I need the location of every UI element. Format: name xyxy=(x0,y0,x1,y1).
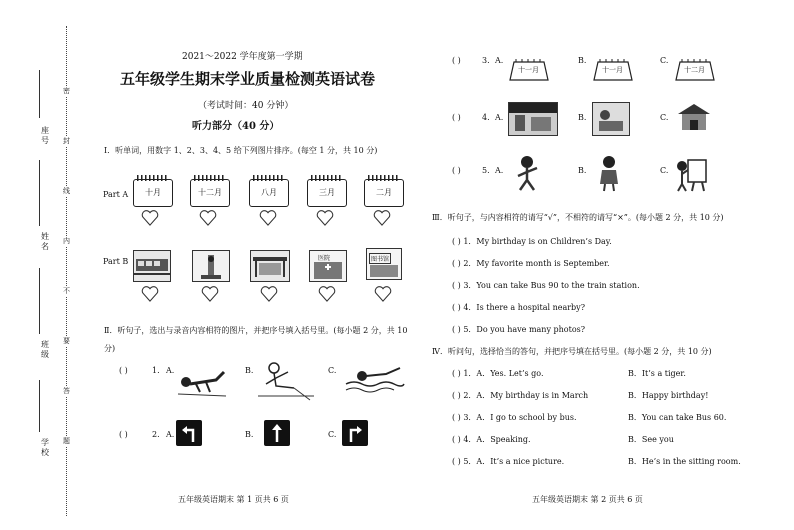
option-b-label: B. xyxy=(245,430,254,439)
heart-answer-box[interactable] xyxy=(316,210,334,226)
calendar-month: 十一月 xyxy=(602,66,623,74)
part1-instruction: Ⅰ．听单词，用数字 1、2、3、4、5 给下列图片排序。(每空 1 分，共 10 分) xyxy=(104,146,378,155)
option-c-label: C. xyxy=(660,166,669,175)
question-number: 3. xyxy=(482,56,490,65)
option-b-label: B. xyxy=(578,166,587,175)
answer-paren[interactable]: ( ) xyxy=(452,56,461,65)
go-straight-sign xyxy=(264,420,290,446)
seal-char: 线 xyxy=(63,187,70,195)
heart-answer-box[interactable] xyxy=(201,286,219,302)
school-label: 学校 xyxy=(41,438,49,457)
question-number: 5. xyxy=(482,166,490,175)
partA-label: Part A xyxy=(103,190,129,199)
seal-char: 密 xyxy=(63,87,70,95)
option-c-label: C. xyxy=(328,430,337,439)
turn-right-sign xyxy=(342,420,368,446)
option-b-label: B. xyxy=(578,56,587,65)
heart-answer-box[interactable] xyxy=(374,286,392,302)
part4-option-b[interactable]: B．It’s a tiger. xyxy=(628,369,686,378)
option-a-label: A. xyxy=(166,430,175,439)
heart-answer-box[interactable] xyxy=(199,210,217,226)
hospital-picture xyxy=(309,250,347,282)
library-picture xyxy=(366,248,402,280)
calendar-icon xyxy=(249,179,289,207)
calendar-month: 十二月 xyxy=(198,188,222,197)
page-title: 五年级学生期末学业质量检测英语试卷 xyxy=(120,70,376,88)
library-sign: 图书馆 xyxy=(369,253,391,264)
turn-left-icon xyxy=(176,420,202,446)
straight-arrow-icon xyxy=(264,420,290,446)
option-b-label: B. xyxy=(578,113,587,122)
calendar-icon xyxy=(133,179,173,207)
option-c-label: C. xyxy=(660,113,669,122)
person-lying-picture xyxy=(176,362,228,400)
heart-answer-box[interactable] xyxy=(318,286,336,302)
option-a-label: A. xyxy=(495,166,504,175)
hospital-sign: 医院 xyxy=(318,255,331,262)
seal-char: 答 xyxy=(63,387,70,395)
part4-option-b[interactable]: B．He’s in the sitting room. xyxy=(628,457,741,466)
calendar-month: 三月 xyxy=(319,188,335,197)
bus-stop-picture xyxy=(250,250,290,282)
partB-label: Part B xyxy=(103,257,129,266)
part3-item[interactable]: ( ) 1．My birthday is on Children’s Day. xyxy=(452,237,612,246)
heart-answer-box[interactable] xyxy=(260,286,278,302)
classroom-picture xyxy=(592,102,630,136)
heart-answer-box[interactable] xyxy=(141,210,159,226)
seal-char: 封 xyxy=(63,137,70,145)
exam-time: （考试时间：40 分钟） xyxy=(198,101,294,111)
option-a-label: A. xyxy=(495,113,504,122)
section-title: 听力部分（40 分） xyxy=(192,121,280,132)
answer-paren[interactable]: ( ) xyxy=(452,113,461,122)
seal-char: 不 xyxy=(63,287,70,295)
part3-item[interactable]: ( ) 4．Is there a hospital nearby? xyxy=(452,303,585,312)
part3-item[interactable]: ( ) 3．You can take Bus 90 to the train station. xyxy=(452,281,640,290)
part3-instruction: Ⅲ．听句子，与内容相符的请写“√”，不相符的请写“×”。(每小题 2 分，共 10 分) xyxy=(432,213,724,222)
child-playing-picture xyxy=(510,154,544,192)
class-label: 班级 xyxy=(41,340,49,359)
school-year: 2021～2022 学年度第一学期 xyxy=(182,52,303,62)
street-scene-picture xyxy=(508,102,558,136)
seal-char: 内 xyxy=(63,237,70,245)
calendar-icon xyxy=(190,179,230,207)
answer-paren[interactable]: ( ) xyxy=(452,166,461,175)
footer-left: 五年级英语期末 第 1 页共 6 页 xyxy=(178,495,289,504)
train-station-picture xyxy=(133,250,171,282)
school-field[interactable] xyxy=(39,380,40,432)
part3-item[interactable]: ( ) 2．My favorite month is September. xyxy=(452,259,610,268)
option-c-label: C. xyxy=(328,366,337,375)
part4-option-a[interactable]: ( ) 1．A．Yes. Let’s go. xyxy=(452,369,544,378)
child-painting-picture xyxy=(674,154,710,192)
girl-standing-picture xyxy=(594,154,624,192)
calendar-month: 二月 xyxy=(376,188,392,197)
seal-char: 题 xyxy=(63,437,70,445)
option-c-label: C. xyxy=(660,56,669,65)
part4-option-a[interactable]: ( ) 5．A．It’s a nice picture. xyxy=(452,457,565,466)
seal-char: 要 xyxy=(63,337,70,345)
calendar-month: 十月 xyxy=(145,188,161,197)
part4-instruction: Ⅳ．听问句，选择恰当的答句，并把序号填在括号里。(每小题 2 分，共 10 分) xyxy=(432,347,712,356)
seat-number-label: 座号 xyxy=(41,126,49,145)
tower-picture xyxy=(192,250,230,282)
calendar-month: 十二月 xyxy=(684,66,705,74)
swimming-picture xyxy=(342,362,406,396)
building-picture xyxy=(674,100,714,134)
long-jump-picture xyxy=(254,358,318,402)
part4-option-a[interactable]: ( ) 4．A．Speaking. xyxy=(452,435,531,444)
part4-option-b[interactable]: B．You can take Bus 60. xyxy=(628,413,727,422)
turn-left-sign xyxy=(176,420,202,446)
option-b-label: B. xyxy=(245,366,254,375)
calendar-month: 八月 xyxy=(261,188,277,197)
part4-option-b[interactable]: B．Happy birthday! xyxy=(628,391,709,400)
seat-number-field[interactable] xyxy=(39,70,40,118)
answer-paren[interactable]: ( ) xyxy=(119,366,128,375)
option-a-label: A. xyxy=(166,366,175,375)
option-a-label: A. xyxy=(495,56,504,65)
heart-answer-box[interactable] xyxy=(141,286,159,302)
question-number: 4. xyxy=(482,113,490,122)
name-field[interactable] xyxy=(39,160,40,226)
calendar-icon xyxy=(307,179,347,207)
part4-option-a[interactable]: ( ) 3．A．I go to school by bus. xyxy=(452,413,577,422)
answer-paren[interactable]: ( ) xyxy=(119,430,128,439)
calendar-icon xyxy=(364,179,404,207)
name-label: 姓名 xyxy=(41,232,49,251)
heart-answer-box[interactable] xyxy=(373,210,391,226)
question-number: 1. xyxy=(152,366,160,375)
part2-instruction: Ⅱ．听句子，选出与录音内容相符的图片，并把序号填入括号里。(每小题 2 分，共 10 分) xyxy=(104,326,408,353)
footer-right: 五年级英语期末 第 2 页共 6 页 xyxy=(532,495,643,504)
turn-right-icon xyxy=(342,420,368,446)
heart-answer-box[interactable] xyxy=(259,210,277,226)
question-number: 2. xyxy=(152,430,160,439)
part4-option-a[interactable]: ( ) 2．A．My birthday is in March xyxy=(452,391,589,400)
calendar-month: 十一月 xyxy=(518,66,539,74)
class-field[interactable] xyxy=(39,268,40,334)
part4-option-b[interactable]: B．See you xyxy=(628,435,674,444)
part3-item[interactable]: ( ) 5．Do you have many photos? xyxy=(452,325,586,334)
